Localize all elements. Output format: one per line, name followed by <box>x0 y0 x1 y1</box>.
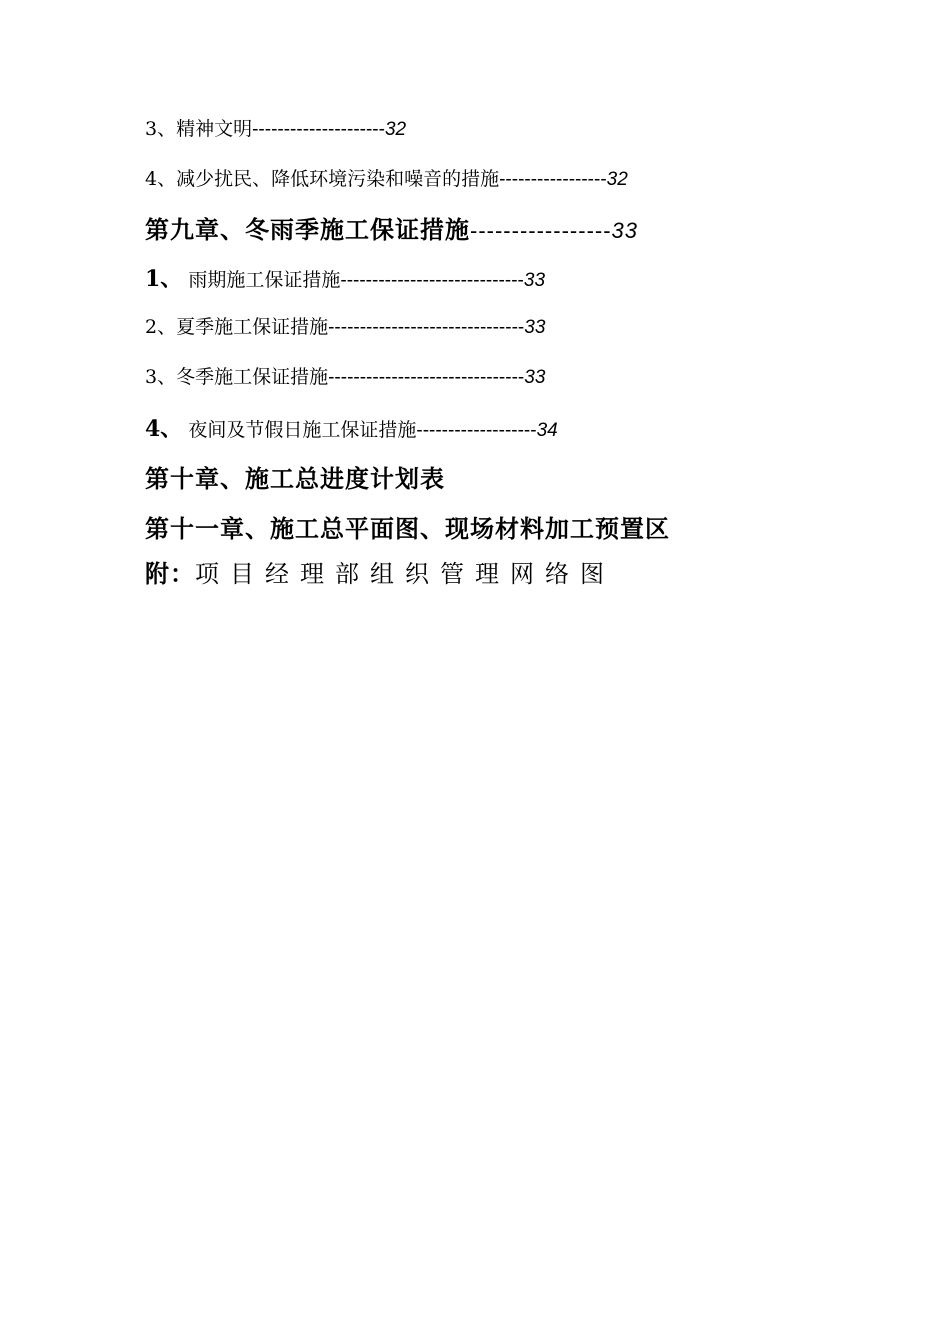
toc-item-label: 4、减少扰民、降低环境污染和噪音的措施 <box>145 168 500 190</box>
toc-item-dongji-shigong[interactable] <box>145 368 545 387</box>
toc-item-number: 4、 <box>145 416 183 442</box>
toc-item-label: 夜间及节假日施工保证措施 <box>188 419 417 441</box>
toc-item-label: 3、精神文明 <box>145 118 253 140</box>
toc-item-label: 2、夏季施工保证措施 <box>145 316 329 338</box>
toc-leader-dots: ------------------- <box>416 420 537 441</box>
toc-page-number: 34 <box>536 420 558 441</box>
toc-chapter-label: 第十章、施工总进度计划表 <box>145 464 445 493</box>
toc-leader-dots: ----------------------------- <box>340 270 524 291</box>
toc-leader-dots: ----------------- <box>499 169 607 190</box>
toc-item-yuqi-shigong[interactable] <box>145 268 545 290</box>
toc-page-number: 33 <box>524 317 546 338</box>
toc-item-label: 雨期施工保证措施 <box>188 269 341 291</box>
toc-page-number: 32 <box>384 119 407 140</box>
appendix-title: 项目经理部组织管理网络图 <box>195 560 615 588</box>
toc-chapter-11[interactable] <box>145 514 670 543</box>
toc-item-label: 3、冬季施工保证措施 <box>145 366 329 388</box>
toc-item-jianshao-raomin[interactable] <box>145 170 628 189</box>
toc-chapter-label: 第十一章、施工总平面图、现场材料加工预置区 <box>145 514 670 543</box>
toc-page-number: 33 <box>611 218 639 243</box>
toc-page-number: 32 <box>606 169 628 190</box>
toc-item-jingshen-wenming[interactable] <box>145 120 406 139</box>
toc-leader-dots: ------------------------------- <box>328 367 525 388</box>
toc-item-yejian-shigong[interactable] <box>145 418 558 440</box>
toc-page-number: 33 <box>524 367 546 388</box>
toc-chapter-label: 第九章、冬雨季施工保证措施 <box>145 215 470 244</box>
appendix-label: 附： <box>145 559 195 588</box>
toc-item-xiaji-shigong[interactable] <box>145 318 545 337</box>
toc-leader-dots: ------------------------------- <box>328 317 525 338</box>
toc-chapter-9[interactable] <box>145 215 639 244</box>
toc-leader-dots: ----------------- <box>470 218 612 243</box>
toc-leader-dots: --------------------- <box>252 119 385 140</box>
toc-appendix[interactable] <box>145 559 615 588</box>
toc-item-number: 1、 <box>145 266 183 292</box>
toc-page-number: 33 <box>523 270 546 291</box>
toc-chapter-10[interactable] <box>145 464 445 493</box>
